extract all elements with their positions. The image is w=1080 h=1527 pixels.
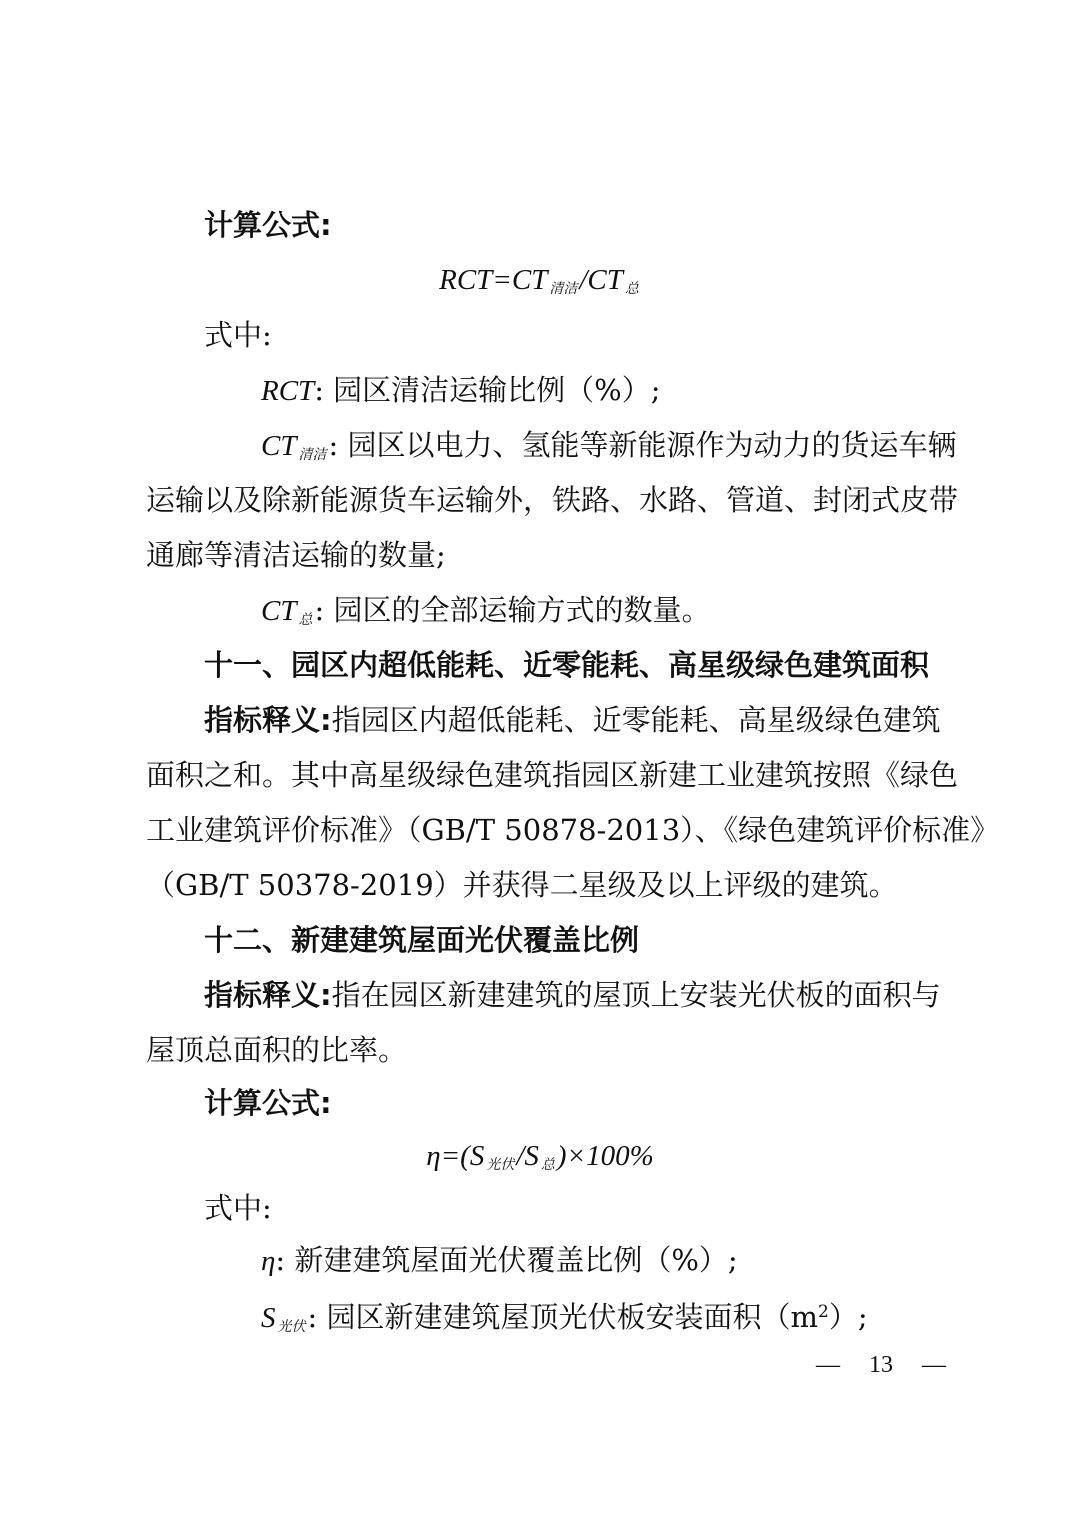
formula-rct-mid: /CT bbox=[579, 264, 623, 296]
formula-rct-lhs: RCT=CT bbox=[439, 264, 548, 296]
section-12-title: 十二、新建建筑屋面光伏覆盖比例 bbox=[204, 923, 640, 957]
definition-rct-symbol: RCT bbox=[261, 375, 315, 407]
section-11-line-1: 指园区内超低能耗、近零能耗、高星级绿色建筑 bbox=[331, 703, 941, 737]
page-number-dash-right: — bbox=[922, 1352, 946, 1378]
where-label-1: 式中: bbox=[204, 318, 272, 352]
formula-eta bbox=[0, 1136, 1080, 1186]
definition-s-symbol: S bbox=[261, 1302, 276, 1334]
definition-rct-text: : 园区清洁运输比例（%）; bbox=[314, 373, 661, 407]
definition-ct-clean-symbol: CT bbox=[261, 430, 297, 462]
definition-eta-text: : 新建建筑屋面光伏覆盖比例（%）; bbox=[275, 1243, 738, 1277]
section-11-line-3: 工业建筑评价标准》（GB/T 50878-2013）、《绿色建筑评价标准》 bbox=[146, 813, 1000, 847]
definition-s-text-b: ）; bbox=[828, 1300, 868, 1334]
section-12-line-1: 指在园区新建建筑的屋顶上安装光伏板的面积与 bbox=[331, 978, 941, 1012]
formula-rct-sub2: 总 bbox=[624, 282, 639, 297]
page-number-dash-left: — bbox=[816, 1352, 840, 1378]
formula-eta-sub2: 总 bbox=[540, 1158, 555, 1173]
definition-ct-clean-sub: 清洁 bbox=[298, 447, 327, 463]
formula-heading-2: 计算公式: bbox=[204, 1086, 332, 1120]
formula-eta-a: η=(S bbox=[426, 1140, 485, 1172]
section-11-line-4: （GB/T 50378-2019）并获得二星级及以上评级的建筑。 bbox=[146, 868, 898, 902]
formula-rct-sub1: 清洁 bbox=[549, 282, 578, 297]
formula-eta-b: /S bbox=[516, 1140, 539, 1172]
page-number bbox=[816, 1352, 946, 1379]
section-12-line-2: 屋顶总面积的比率。 bbox=[146, 1033, 408, 1067]
definition-rct bbox=[261, 370, 946, 411]
section-11-title: 十一、园区内超低能耗、近零能耗、高星级绿色建筑面积 bbox=[204, 648, 930, 682]
formula-heading-1: 计算公式: bbox=[204, 208, 332, 242]
definition-s-text-a: : 园区新建建筑屋顶光伏板安装面积（m bbox=[307, 1300, 818, 1334]
definition-ct-clean bbox=[261, 425, 957, 475]
definition-eta bbox=[261, 1240, 946, 1281]
formula-rct bbox=[0, 260, 1080, 310]
definition-ct-total-sub: 总 bbox=[298, 612, 313, 628]
where-label-2: 式中: bbox=[204, 1191, 272, 1225]
definition-s bbox=[261, 1292, 946, 1347]
definition-ct-clean-line-2: 运输以及除新能源货车运输外，铁路、水路、管道、封闭式皮带 bbox=[146, 483, 959, 517]
section-11-line-2: 面积之和。其中高星级绿色建筑指园区新建工业建筑按照《绿色 bbox=[146, 758, 959, 792]
formula-eta-sub1: 光伏 bbox=[486, 1158, 515, 1173]
section-11-label: 指标释义: bbox=[204, 703, 332, 737]
definition-s-sub: 光伏 bbox=[277, 1319, 306, 1335]
definition-ct-clean-line-3: 通廊等清洁运输的数量; bbox=[146, 538, 446, 572]
section-11-definition bbox=[204, 700, 946, 740]
definition-eta-symbol: η bbox=[261, 1245, 276, 1277]
page-number-value: 13 bbox=[869, 1352, 893, 1378]
definition-ct-total-symbol: CT bbox=[261, 595, 297, 627]
definition-ct-clean-text-1: : 园区以电力、氢能等新能源作为动力的货运车辆 bbox=[328, 428, 957, 462]
definition-s-sup: 2 bbox=[818, 1302, 829, 1322]
formula-eta-c: )×100% bbox=[556, 1140, 654, 1172]
section-12-definition bbox=[204, 975, 946, 1015]
definition-ct-total bbox=[261, 590, 946, 640]
definition-ct-total-text: : 园区的全部运输方式的数量。 bbox=[314, 593, 711, 627]
section-12-label: 指标释义: bbox=[204, 978, 332, 1012]
